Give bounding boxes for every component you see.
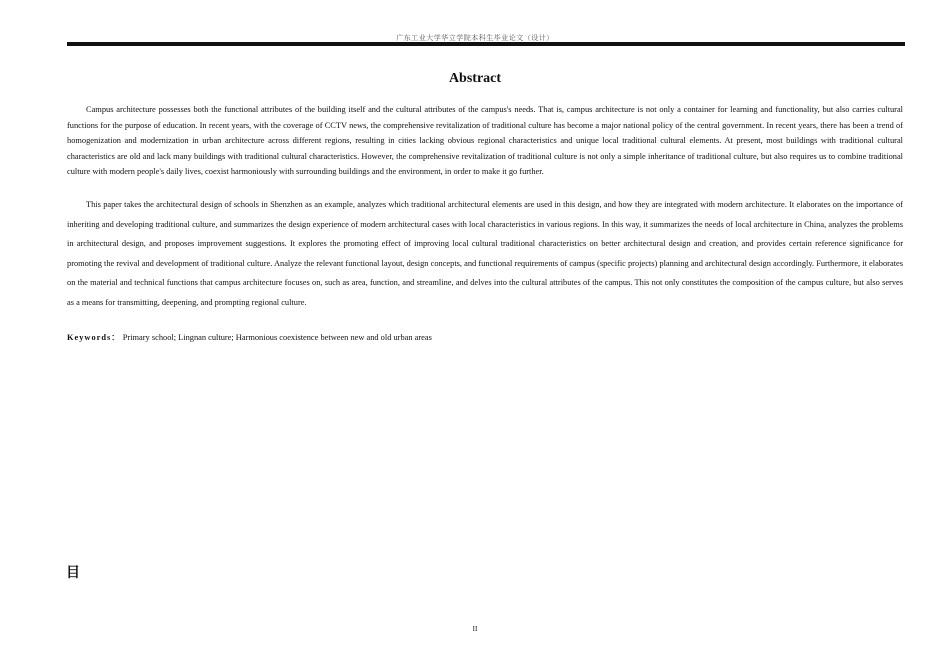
abstract-title: Abstract (448, 71, 502, 86)
toc-heading-fragment: 目 (66, 565, 80, 581)
keywords-line (67, 331, 903, 343)
page-number: II (472, 625, 478, 633)
abstract-paragraph-2 (67, 195, 903, 313)
keywords-label: Keywords： (67, 333, 121, 342)
running-header: 广东工业大学华立学院本科生毕业论文（设计） (396, 34, 554, 42)
paragraph-text: Campus architecture possesses both the functional attributes of the building itself and the cultural attributes of the campus's needs. That is, campus architecture is not only a container for learning and functionality, but also carries cultural functions for the purpose of education. In recent years, with the coverage of CCTV news, the comprehensive revitalization of traditional culture has become a major national policy of the central government. In recent years, there has been a trend of homogenization and modernization in urban architecture across different regions, resulting in cities lacking obvious regional characteristics and unique local traditional cultural elements. At present, most buildings with traditional cultural characteristics are old and lack many buildings with traditional cultural characteristics. However, the comprehensive revitalization of traditional culture is not only a simple inheritance of traditional culture, but also requires us to combine traditional culture with modern people's daily lives, coexist harmoniously with surrounding buildings and the environment, in order to make it go further. (67, 105, 903, 177)
abstract-paragraph-1 (67, 102, 903, 180)
header-rule (67, 42, 905, 46)
keywords-text: Primary school; Lingnan culture; Harmonious coexistence between new and old urban areas (122, 333, 432, 342)
paragraph-text: This paper takes the architectural design of schools in Shenzhen as an example, analyzes which traditional architectural elements are used in this design, and how they are integrated with modern architecture. It elaborates on the importance of inheriting and developing traditional culture, and summarizes the design experience of modern architectural cases with local characteristics in various regions. In this way, it summarizes the needs of local architecture in China, analyzes the problems in architectural design, and proposes improvement suggestions. It explores the promoting effect of improving local cultural traditional characteristics on better architectural design and creation, and provides certain reference significance for promoting the revival and development of traditional culture. Analyze the relevant functional layout, design concepts, and functional requirements of campus (specific projects) planning and architectural design accordingly. Furthermore, it elaborates on the material and technical functions that campus architecture focuses on, such as area, function, and streamline, and delves into the cultural attributes of the campus. This not only constitutes the composition of the campus culture, but also serves as a means for transmitting, deepening, and prompting regional culture. (67, 200, 903, 307)
